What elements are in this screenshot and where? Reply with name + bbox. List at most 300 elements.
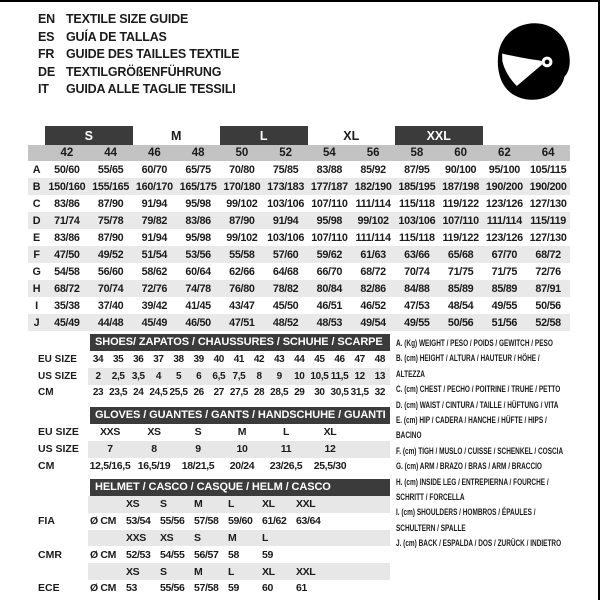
legend-item: G. (cm) ARM / BRAZO / BRAS / ARM / BRACCIO [396, 461, 542, 473]
helmet-value-cell: 57/58 [194, 582, 219, 595]
legend-item: I. (cm) SHOULDERS / HOMBROS / ÉPAULES / SCHULTERN / SPALLE [396, 507, 536, 534]
language-row [38, 11, 239, 29]
measurement-value: 83/86 [54, 197, 80, 210]
shoes-size-table [28, 351, 390, 401]
filler-cell [328, 563, 390, 580]
measurement-value: 127/130 [529, 231, 567, 244]
measurement-value: 39/42 [141, 299, 168, 312]
measurement-value: 82/86 [351, 280, 395, 297]
row-letter: D [28, 212, 45, 229]
measurement-value: 60/70 [141, 163, 168, 176]
helmet-size-cell: XS [124, 563, 158, 580]
size-group-cell: XXL [395, 126, 483, 145]
measurement-value: 83/88 [316, 163, 343, 176]
measurement-value: 111/114 [483, 212, 527, 229]
value-cell: 34 [92, 353, 104, 365]
measurement-value: 65/75 [185, 163, 211, 176]
measurement-value: 170/180 [220, 178, 264, 195]
helmet-size-cell: XXL [294, 563, 328, 580]
measurement-value: 65/68 [439, 246, 483, 263]
value-cell: 27 [213, 387, 225, 399]
filler-cell [352, 424, 390, 441]
measurement-value: 49/54 [351, 314, 395, 331]
helmet-size-cell: XXL [294, 496, 328, 513]
row-letter: G [32, 265, 41, 278]
measurement-value: 78/82 [264, 280, 308, 297]
measurement-value: 56/60 [97, 265, 124, 278]
value-cell: 30 [314, 387, 325, 399]
row-letter: C [32, 197, 41, 210]
measurement-value: 70/74 [404, 265, 430, 278]
measurement-value: 37/40 [97, 299, 124, 312]
filler-cell [328, 546, 390, 563]
size-header-cell: 46 [133, 145, 177, 161]
row-label [28, 496, 88, 513]
helmet-value-cell [294, 546, 328, 563]
value-cell: 37 [153, 353, 164, 365]
value-cell: 20/24 [229, 459, 255, 472]
diameter-cell [88, 563, 124, 580]
measurement-value: 83/86 [176, 212, 220, 229]
size-header-cell: 58 [395, 145, 439, 161]
measurement-value: 87/90 [97, 231, 124, 244]
measurement-value: 48/53 [308, 314, 352, 331]
size-group-cell: S [45, 126, 133, 145]
measurement-value: 95/100 [488, 163, 520, 176]
helmet-value-cell: 59 [228, 582, 239, 595]
value-cell: 23,5 [109, 387, 128, 399]
filler-cell [328, 513, 390, 530]
helmet-size-cell: S [158, 563, 192, 580]
value-cell: 2 [88, 368, 108, 385]
language-code: EN [38, 12, 55, 26]
measurement-value: 85/89 [483, 280, 527, 297]
measurement-value: 165/175 [176, 178, 220, 195]
value-cell: 48 [374, 353, 386, 365]
helmet-value-cell: 60 [262, 582, 273, 595]
measurement-row [28, 280, 570, 297]
value-cell: 28,5 [270, 387, 289, 399]
measurement-value: 91/94 [141, 197, 168, 210]
size-header-cell: 54 [308, 145, 352, 161]
value-cell: 30,5 [330, 387, 349, 399]
measurement-row [28, 263, 570, 280]
measurement-value: 55/58 [220, 246, 264, 263]
value-cell: 38 [173, 353, 184, 365]
measurement-value: 47/50 [45, 246, 89, 263]
value-cell: 18/21,5 [181, 459, 215, 472]
helmet-value-cell: 55/56 [160, 515, 185, 528]
measurement-value: 50/60 [54, 163, 80, 176]
helmet-value-cell: 61/62 [262, 515, 287, 528]
value-cell: 6,5 [209, 368, 229, 385]
measurement-value: 47/53 [404, 299, 430, 312]
size-header-cell: 60 [439, 145, 483, 161]
standard-label: FIA [28, 513, 88, 530]
measurement-value: 84/88 [395, 280, 439, 297]
size-header-cell: 64 [526, 145, 570, 161]
measurement-value: 50/56 [535, 299, 561, 312]
measurement-value: 55/65 [97, 163, 124, 176]
measurement-value: 71/75 [447, 265, 474, 278]
measurement-value: 53/56 [176, 246, 220, 263]
measurement-value: 83/86 [54, 231, 80, 244]
measurement-value: 62/66 [229, 265, 255, 278]
size-header-cell: 44 [89, 145, 133, 161]
measurement-value: 52/58 [526, 314, 570, 331]
standard-label: CMR [28, 546, 88, 563]
measurement-value: 85/89 [439, 280, 483, 297]
measurement-value: 68/72 [526, 246, 570, 263]
measurement-value: 75/78 [89, 212, 133, 229]
value-cell: 35 [112, 353, 124, 365]
helmet-size-cell: L [226, 563, 260, 580]
row-label: US SIZE [28, 441, 88, 458]
size-header-cell: 52 [264, 145, 308, 161]
measurement-value: 68/72 [360, 265, 386, 278]
helmet-value-cell: 54/55 [160, 548, 185, 561]
measurement-value: 60/64 [185, 265, 211, 278]
measurement-value: 43/47 [229, 299, 255, 312]
language-title: TEXTILGRÖßENFÜHRUNG [66, 64, 222, 79]
language-row [38, 81, 239, 99]
measurement-row [28, 212, 570, 229]
value-cell: 4 [148, 368, 168, 385]
helmet-section-title: HELMET / CASCO / CASQUE / HELM / CASCO [90, 479, 390, 496]
measurement-value: 87/90 [97, 197, 124, 210]
measurement-legend [396, 336, 570, 552]
measurement-row [28, 297, 570, 314]
measurement-value: 99/102 [226, 197, 258, 210]
legend-item: B. (cm) HEIGHT / ALTURA / HAUTEUR / HÖHE / ALTEZZA [396, 353, 540, 380]
measurement-value: 45/49 [45, 314, 89, 331]
value-cell: 32 [374, 387, 386, 399]
helmet-size-row [28, 530, 390, 547]
value-cell: XL [323, 426, 337, 439]
measurement-value: 95/98 [185, 231, 211, 244]
diameter-cell [88, 496, 124, 513]
value-cell: 36 [133, 353, 144, 365]
helmet-value-row [28, 580, 390, 597]
measurement-value: 90/100 [445, 163, 477, 176]
value-cell: 7 [88, 441, 132, 458]
value-cell: 25,5 [169, 387, 188, 399]
language-code: ES [38, 29, 55, 44]
measurement-row [28, 246, 570, 263]
row-letter: H [28, 280, 45, 297]
row-label [28, 530, 88, 547]
measurement-row [28, 161, 570, 178]
value-cell: 29 [294, 387, 305, 399]
size-group-cell: M [171, 128, 182, 143]
gloves-size-table [28, 424, 390, 474]
standard-label: ECE [28, 580, 88, 597]
size-header-cell: 48 [176, 145, 220, 161]
measurement-value: 71/74 [45, 212, 89, 229]
measurement-value: 123/126 [485, 231, 523, 244]
helmet-size-cell: XL [260, 563, 294, 580]
measurement-value: 46/52 [360, 299, 386, 312]
measurement-value: 185/195 [395, 178, 439, 195]
measurement-value: 72/76 [535, 265, 561, 278]
section-row [28, 424, 390, 441]
measurement-value: 103/106 [395, 212, 439, 229]
filler-cell [352, 441, 390, 458]
value-cell: 16,5/19 [137, 459, 171, 472]
measurement-value: 87/90 [220, 212, 264, 229]
measurement-value: 41/45 [185, 299, 211, 312]
language-code: IT [38, 82, 49, 97]
helmet-size-cell: L [260, 530, 294, 547]
value-cell: 7,5 [229, 368, 249, 385]
value-cell: XS [147, 426, 161, 439]
measurement-value: 51/56 [483, 314, 527, 331]
size-group-cell [28, 126, 45, 145]
value-cell: 12,5/16,5 [89, 459, 131, 472]
section-row [28, 351, 390, 368]
measurement-value: 85/92 [360, 163, 386, 176]
measurement-value: 49/55 [491, 299, 518, 312]
helmet-value-cell: 52/53 [126, 548, 151, 561]
language-code: DE [38, 64, 55, 79]
size-header-row [28, 145, 570, 161]
helmet-size-cell: M [192, 496, 226, 513]
measurement-value: 79/82 [133, 212, 177, 229]
measurement-value: 190/200 [483, 178, 527, 195]
size-group-row [28, 126, 570, 145]
measurement-value: 64/68 [272, 265, 299, 278]
visor-pivot-dot [545, 60, 550, 65]
section-row [28, 385, 390, 402]
measurement-value: 70/74 [89, 280, 133, 297]
legend-item: A. (Kg) WEIGHT / PESO / POIDS / GEWITCH / PESO [396, 338, 553, 349]
value-cell: 23 [92, 387, 104, 399]
value-cell: 6 [189, 368, 209, 385]
measurement-value: 115/119 [526, 212, 570, 229]
measurement-value: 57/60 [264, 246, 308, 263]
value-cell: 11 [264, 441, 308, 458]
filler-cell [328, 580, 390, 597]
row-letter: A [32, 163, 41, 176]
measurement-value: 49/55 [395, 314, 439, 331]
measurement-value: 66/70 [316, 265, 343, 278]
measurement-value: 72/76 [133, 280, 177, 297]
measurement-value: 119/122 [442, 231, 479, 244]
measurement-value: 105/115 [529, 163, 567, 176]
corner-cell [28, 145, 45, 161]
diameter-label-cell: Ø CM [90, 582, 117, 595]
helmet-size-row [28, 563, 390, 580]
row-letter: J [28, 314, 45, 331]
measurement-value: 190/200 [526, 178, 570, 195]
measurement-value: 46/51 [316, 299, 343, 312]
size-group-cell: XL [343, 128, 360, 143]
measurement-value: 76/80 [220, 280, 264, 297]
measurement-value: 111/114 [355, 197, 391, 210]
legend-item: C. (cm) CHEST / PECHO / POITRINE / TRUHE / PETTO [396, 384, 561, 396]
value-cell: 9 [269, 368, 289, 385]
helmet-size-table [28, 496, 390, 597]
measurement-value: 47/51 [220, 314, 264, 331]
measurement-value: 51/54 [133, 246, 177, 263]
measurement-value: 127/130 [529, 197, 567, 210]
measurement-value: 75/85 [272, 163, 299, 176]
helmet-size-cell: XXS [124, 530, 158, 547]
measurement-value: 91/94 [141, 231, 168, 244]
measurement-value: 119/122 [442, 197, 479, 210]
measurement-value: 48/54 [447, 299, 474, 312]
size-header-cell: 42 [45, 145, 89, 161]
value-cell: L [282, 426, 290, 439]
language-row [38, 46, 239, 64]
helmet-value-cell: 61 [296, 582, 307, 595]
measurement-value: 95/98 [185, 197, 211, 210]
value-cell: 41 [233, 353, 245, 365]
value-cell: 28 [253, 387, 265, 399]
value-cell: 5 [169, 368, 189, 385]
value-cell: 24,5 [149, 387, 168, 399]
row-label: CM [28, 385, 88, 402]
value-cell: 12 [350, 368, 370, 385]
legend-item: H. (cm) INSIDE LEG / ENTREPIERNA / FOURCHE / SCHRITT / FORCELLA [396, 476, 549, 504]
helmet-value-cell: 58 [228, 548, 239, 561]
measurement-value: 115/118 [399, 231, 435, 244]
helmet-size-cell: XL [260, 496, 294, 513]
helmet-size-row [28, 496, 390, 513]
measurement-value: 59/62 [308, 246, 352, 263]
row-label: EU SIZE [28, 351, 88, 368]
size-header-cell: 56 [351, 145, 395, 161]
section-row [28, 441, 390, 458]
value-cell: 40 [213, 353, 225, 365]
filler-cell [328, 496, 390, 513]
measurement-value: 95/98 [308, 212, 352, 229]
helmet-size-cell: S [192, 530, 226, 547]
language-row [38, 64, 239, 82]
measurement-value: 68/72 [45, 280, 89, 297]
racing-helmet-icon [487, 15, 576, 108]
value-cell: 39 [193, 353, 204, 365]
measurement-value: 80/84 [308, 280, 352, 297]
measurement-value: 87/95 [404, 163, 430, 176]
row-letter: I [35, 299, 38, 312]
value-cell: 31,5 [350, 387, 369, 399]
measurement-value: 44/48 [89, 314, 133, 331]
value-cell: 2,5 [108, 368, 128, 385]
measurement-value: 61/63 [351, 246, 395, 263]
value-cell: 10,5 [309, 368, 329, 385]
diameter-label-cell: Ø CM [90, 548, 117, 561]
value-cell: S [194, 426, 202, 439]
language-title: TEXTILE SIZE GUIDE [66, 12, 189, 26]
measurement-value: 35/38 [54, 299, 80, 312]
measurement-value: 115/118 [399, 197, 435, 210]
measurement-row [28, 178, 570, 195]
measurement-value: 99/102 [351, 212, 395, 229]
main-size-table [28, 126, 570, 331]
row-letter: F [28, 246, 45, 263]
measurement-value: 74/78 [176, 280, 220, 297]
measurement-value: 107/110 [311, 197, 348, 210]
helmet-value-row [28, 513, 390, 530]
measurement-value: 160/170 [133, 178, 177, 195]
row-label: CM [28, 458, 88, 475]
value-cell: 42 [253, 353, 265, 365]
shoes-section-title: SHOES/ ZAPATOS / CHAUSSURES / SCHUHE / SCARPE [90, 334, 390, 351]
helmet-value-cell: 59 [262, 548, 273, 561]
legend-item: F. (cm) TIGH / MUSLO / CUISSE / SCHENKEL / COSCIA [396, 445, 564, 457]
measurement-value: 71/75 [491, 265, 518, 278]
measurement-value: 46/50 [176, 314, 220, 331]
diameter-cell [88, 530, 124, 547]
value-cell: 3,5 [128, 368, 148, 385]
measurement-value: 173/183 [264, 178, 308, 195]
filler-cell [328, 530, 390, 547]
gloves-section-title: GLOVES / GUANTES / GANTS / HANDSCHUHE / GUANTI [90, 407, 390, 424]
language-title: GUÍA DE TALLAS [66, 29, 167, 44]
language-code: FR [38, 47, 55, 62]
language-title: GUIDA ALLE TAGLIE TESSILI [66, 82, 236, 97]
row-letter: E [33, 231, 40, 244]
value-cell: 44 [294, 353, 305, 365]
value-cell: 23/26,5 [269, 459, 303, 472]
section-row [28, 368, 390, 385]
measurement-row [28, 229, 570, 246]
value-cell: 9 [176, 441, 220, 458]
helmet-size-cell [294, 530, 328, 547]
measurement-row [28, 195, 570, 212]
measurement-value: 48/52 [264, 314, 308, 331]
helmet-size-cell: XS [124, 496, 158, 513]
measurement-value: 111/114 [355, 231, 391, 244]
value-cell: 8 [132, 441, 176, 458]
measurement-value: 63/66 [395, 246, 439, 263]
value-cell: 10 [289, 368, 309, 385]
legend-item: E. (cm) HIP / CADERA / HANCHE / HÜFTE / HIPS / BACINO [396, 415, 547, 442]
helmet-value-cell: 57/58 [194, 515, 219, 528]
measurement-value: 123/126 [485, 197, 523, 210]
section-row [28, 458, 390, 475]
measurement-value: 67/70 [483, 246, 527, 263]
measurement-value: 187/198 [439, 178, 483, 195]
measurement-value: 50/56 [439, 314, 483, 331]
value-cell: 13 [370, 368, 390, 385]
row-label: EU SIZE [28, 424, 88, 441]
measurement-value: 107/110 [439, 212, 483, 229]
value-cell: 12 [308, 441, 352, 458]
row-label [28, 563, 88, 580]
helmet-value-row [28, 546, 390, 563]
measurement-value: 150/160 [45, 178, 89, 195]
helmet-value-cell: 53 [126, 582, 137, 595]
measurement-value: 49/52 [89, 246, 133, 263]
measurement-value: 54/58 [54, 265, 80, 278]
size-header-cell: 62 [483, 145, 527, 161]
value-cell: 46 [334, 353, 345, 365]
helmet-size-cell: M [192, 563, 226, 580]
value-cell: 10 [220, 441, 264, 458]
value-cell: 27,5 [229, 387, 248, 399]
measurement-value: 103/106 [267, 231, 305, 244]
measurement-value: 91/94 [264, 212, 308, 229]
helmet-value-cell: 53/54 [126, 515, 151, 528]
measurement-value: 70/80 [229, 163, 255, 176]
filler-cell [352, 458, 390, 475]
helmet-size-cell: S [158, 496, 192, 513]
measurement-value: 107/110 [311, 231, 348, 244]
value-cell: 11,5 [330, 368, 350, 385]
value-cell: 26 [193, 387, 204, 399]
